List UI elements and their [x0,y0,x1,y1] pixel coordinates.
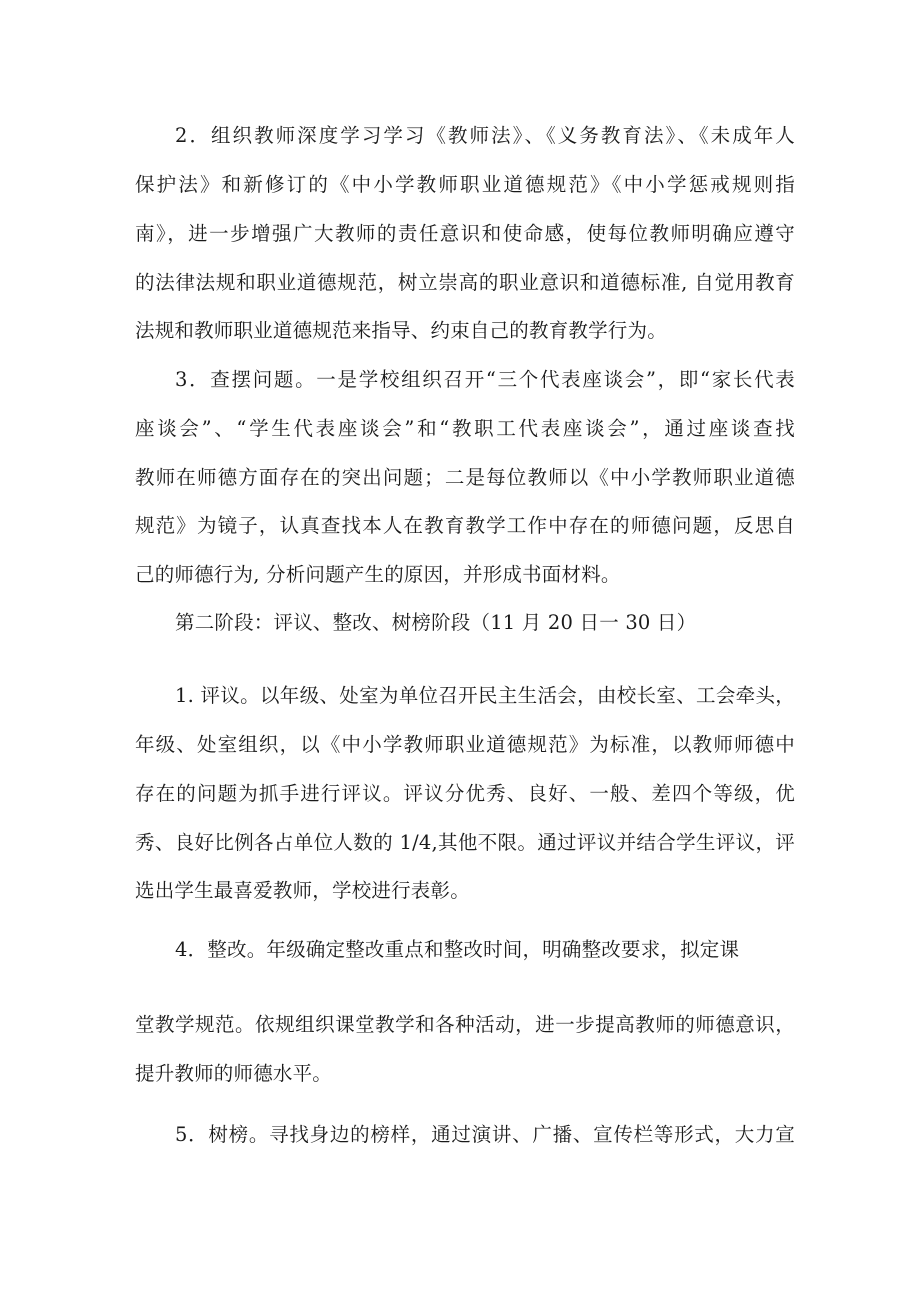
paragraph-2-line-5: 法规和教师职业道德规范来指导、约束自己的教育教学行为。 [135,319,667,342]
paragraph-4-line-1: 4．整改。年级确定整改重点和整改时间，明确整改要求，拟定课 [175,938,740,961]
paragraph-5-line-1: 5．树榜。寻找身边的榜样，通过演讲、广播、宣传栏等形式，大力宣 [175,1123,795,1146]
paragraph-4-line-2: 堂教学规范。依规组织课堂教学和各种活动，进一步提高教师的师德意识， [135,1013,795,1036]
paragraph-3-line-2: 座谈会”、“学生代表座谈会”和“教职工代表座谈会”，通过座谈查找 [135,417,795,440]
paragraph-2-line-1: 2．组织教师深度学习学习《教师法》、《义务教育法》、《未成年人 [175,124,795,147]
paragraph-1-line-4: 秀、良好比例各占单位人数的 1/4,其他不限。通过评议并结合学生评议，评 [135,831,795,854]
paragraph-3-line-5: 己的师德行为, 分析问题产生的原因，并形成书面材料。 [135,563,621,586]
paragraph-3-line-4: 规范》为镜子，认真查找本人在教育教学工作中存在的师德问题，反思自 [135,514,795,537]
paragraph-1-line-3: 存在的问题为抓手进行评议。评议分优秀、良好、一般、差四个等级，优 [135,782,795,805]
paragraph-1-line-2: 年级、处室组织，以《中小学教师职业道德规范》为标准，以教师师德中 [135,733,795,756]
paragraph-3-line-3: 教师在师德方面存在的突出问题；二是每位教师以《中小学教师职业道德 [135,466,795,489]
paragraph-2-line-2: 保护法》和新修订的《中小学教师职业道德规范》《中小学惩戒规则指 [135,173,795,196]
paragraph-1-line-5: 选出学生最喜爱教师，学校进行表彰。 [135,879,470,902]
paragraph-2-line-4: 的法律法规和职业道德规范，树立崇高的职业意识和道德标准, 自觉用教育 [135,271,795,294]
paragraph-2-line-3: 南》，进一步增强广大教师的责任意识和使命感，使每位教师明确应遵守 [135,222,795,245]
paragraph-1-line-1: 1. 评议。以年级、处室为单位召开民主生活会，由校长室、工会牵头， [175,684,795,707]
paragraph-4-line-3: 提升教师的师德水平。 [135,1062,333,1085]
section-heading-stage-two: 第二阶段：评议、整改、树榜阶段（11 月 20 日一 30 日） [175,611,697,634]
paragraph-3-line-1: 3．查摆问题。一是学校组织召开“三个代表座谈会”，即“家长代表 [175,368,795,391]
